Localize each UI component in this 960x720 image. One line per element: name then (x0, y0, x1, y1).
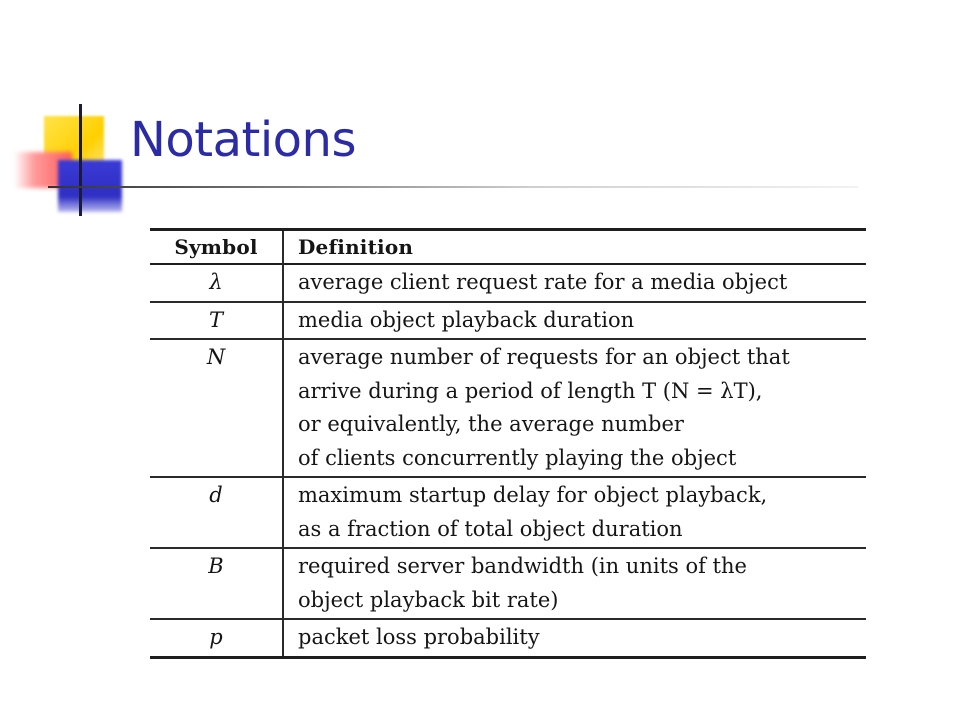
header-definition: Definition (298, 235, 414, 259)
symbol-cell: B (150, 548, 283, 619)
definition-line: object playback bit rate) (298, 587, 559, 612)
table-row (150, 302, 866, 340)
header-symbol: Symbol (150, 230, 283, 265)
definition-cell (283, 264, 866, 302)
definition-line: packet loss probability (298, 625, 540, 649)
table-header-row (150, 230, 866, 265)
table-row (150, 477, 866, 548)
definition-cell (283, 548, 866, 619)
definition-line: arrive during a period of length T (N = λT), (298, 378, 763, 403)
definition-line: of clients concurrently playing the object (298, 445, 737, 470)
definition-line: or equivalently, the average number (298, 412, 684, 436)
definition-line: maximum startup delay for object playback, (298, 483, 768, 507)
table-row (150, 264, 866, 302)
definition-line: as a fraction of total object duration (298, 516, 683, 541)
definition-line: average client request rate for a media object (298, 270, 788, 294)
table-row (150, 339, 866, 477)
table-row (150, 619, 866, 657)
title-underline (48, 186, 858, 188)
slide-logo-decoration (0, 0, 140, 230)
symbol-cell: T (150, 302, 283, 340)
definition-line: required server bandwidth (in units of the (298, 554, 747, 578)
logo-vertical-line (79, 104, 82, 216)
slide-title: Notations (130, 112, 356, 168)
definition-cell (283, 339, 866, 477)
definition-cell (283, 302, 866, 340)
definition-cell (283, 477, 866, 548)
symbol-cell: λ (150, 264, 283, 302)
notation-table (150, 228, 866, 659)
definition-line: media object playback duration (298, 307, 635, 332)
notation-table-container (150, 228, 866, 659)
symbol-cell: d (150, 477, 283, 548)
definition-cell (283, 619, 866, 657)
symbol-cell: p (150, 619, 283, 657)
definition-line: average number of requests for an object that (298, 345, 790, 369)
table-row (150, 548, 866, 619)
symbol-cell: N (150, 339, 283, 477)
